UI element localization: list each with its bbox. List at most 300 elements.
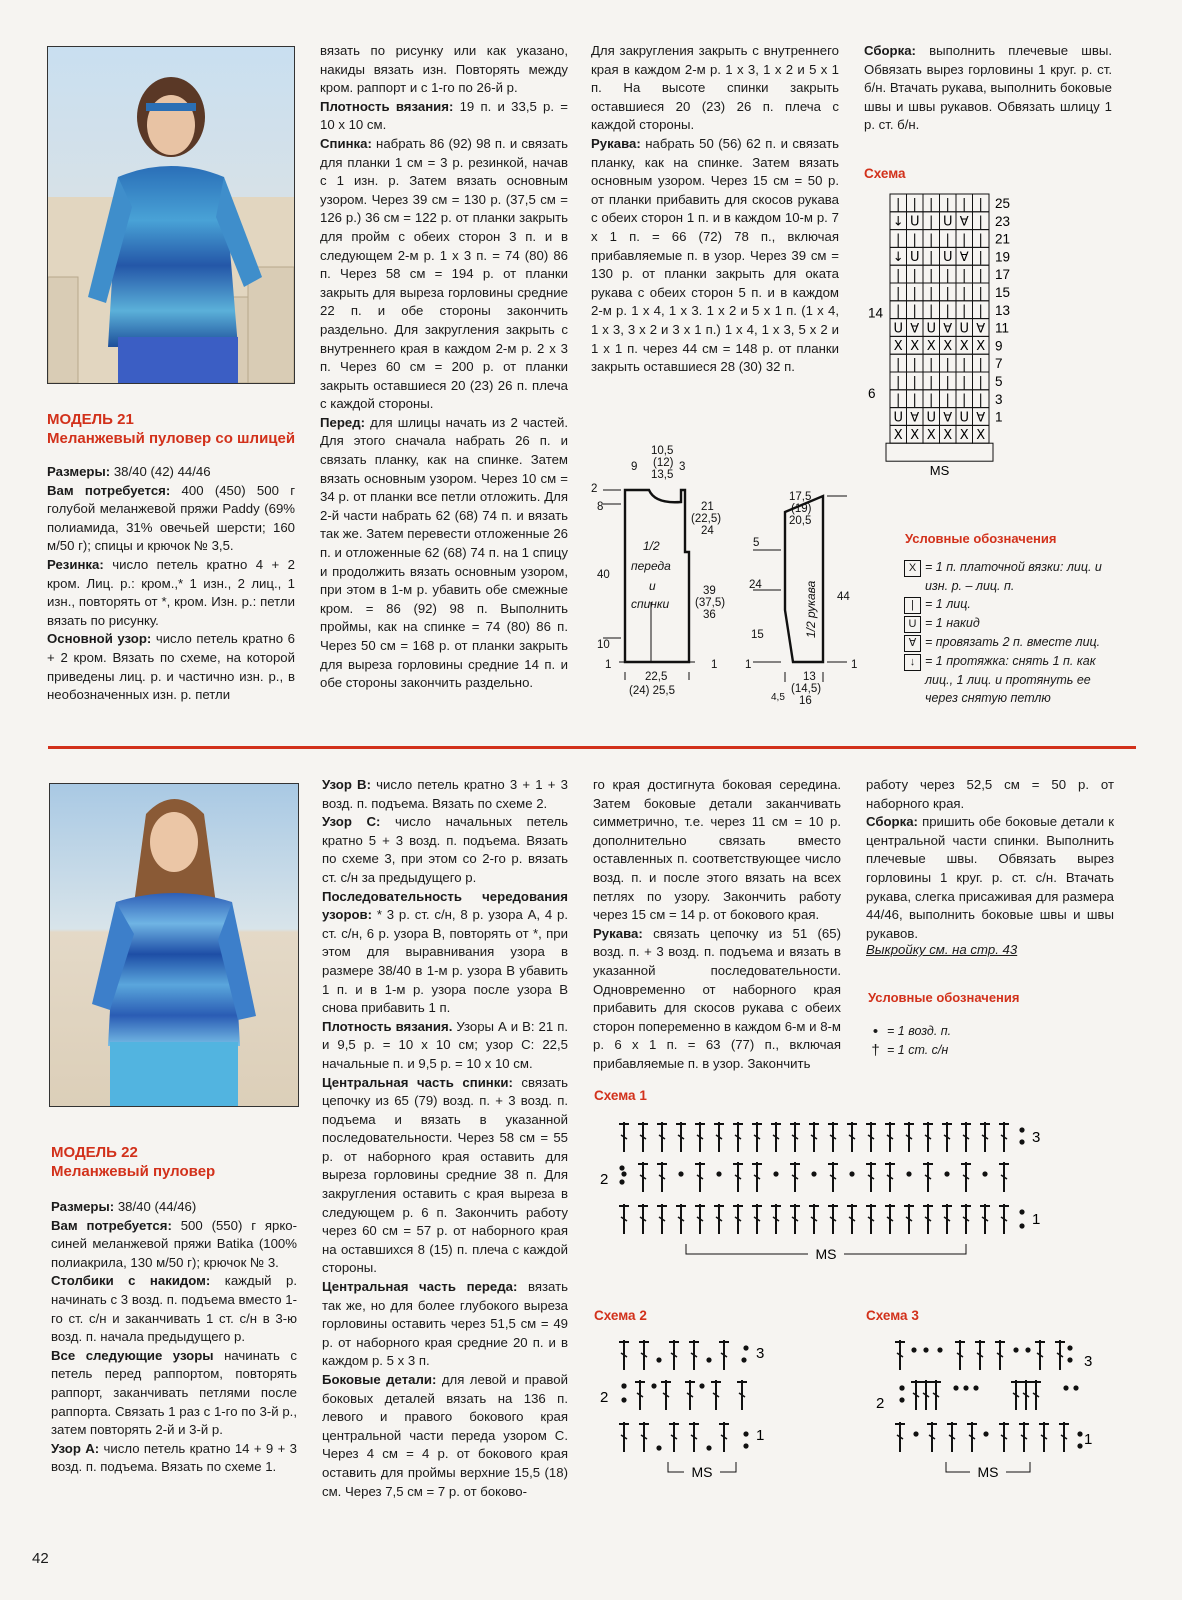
chart-symbol: | — [912, 268, 917, 283]
chart-row-number: 13 — [995, 302, 1011, 318]
paragraph-heading: Центральная часть спинки: — [322, 1074, 513, 1090]
model21-knitting-chart — [860, 188, 1030, 488]
stitch-chain — [911, 1347, 916, 1352]
chart-symbol: | — [896, 268, 901, 283]
stitch-chain — [621, 1171, 626, 1176]
chart-symbol: | — [929, 285, 934, 301]
stitch-chain — [1019, 1223, 1024, 1228]
chart-ms-bracket — [886, 443, 993, 461]
chart-symbol: | — [962, 196, 967, 212]
dim-side-c: 36 — [703, 609, 716, 621]
dim-sl-bot-a: 13 — [803, 671, 816, 683]
chart-symbol: X — [910, 339, 920, 355]
chart-symbol: | — [945, 232, 950, 248]
ms-label: MS — [691, 1464, 713, 1480]
schema2-diagram — [594, 1330, 794, 1490]
model21-name: Меланжевый пуловер со шлицей — [47, 430, 296, 447]
model22-column-1 — [51, 1198, 297, 1477]
paragraph-heading: Последовательность чередования узоров: — [322, 888, 568, 923]
dim-side-b: (37,5) — [695, 597, 726, 609]
stitch-chain — [656, 1357, 661, 1362]
paragraph-text: начинать с петель перед раппортом, повторять раппорт, заканчивать петлями после раппорта. Связать 1 раз с 1-го по 3-й р., затем повторять 2-й и 3-й р. — [51, 1347, 297, 1438]
legend-text: = 1 п. платочной вязки: лиц. и изн. р. – лиц. п. — [925, 560, 1102, 593]
chart-symbol: | — [978, 357, 983, 372]
chart-row-number: 3 — [995, 391, 1003, 407]
paragraph-text: 500 (550) г ярко-синей меланжевой пряжи Batika (100% полиакрила, 130 м/50 г); крючок № 3. — [51, 1217, 298, 1270]
stitch-chain — [619, 1179, 624, 1184]
legend-symbol-icon: U — [904, 616, 921, 633]
stitch-chain — [706, 1357, 711, 1362]
model22-paragraph — [866, 813, 1114, 943]
paragraph-text: вязать по рисунку или как указано, накиды вязать изн. Повторять между кром. раппорт и с 1-го по 26-й р. — [320, 43, 568, 96]
chart-symbol: | — [896, 303, 901, 319]
paragraph-heading: Размеры: — [51, 1199, 115, 1214]
chart-row-number: 15 — [995, 285, 1011, 300]
ms-label: MS — [815, 1246, 837, 1262]
scheme-row-number: 2 — [876, 1395, 885, 1412]
paragraph-heading: Сборка: — [866, 814, 918, 830]
model21-column-2 — [320, 42, 568, 693]
scheme-row-number: 3 — [1032, 1129, 1041, 1146]
scheme-row-number: 2 — [600, 1171, 609, 1188]
chart-symbol: ↓ — [892, 214, 904, 230]
chart-symbol: | — [962, 232, 967, 248]
chart-symbol: ∀ — [976, 321, 986, 337]
scheme-row-number: 1 — [1084, 1431, 1093, 1448]
legend-text: = 1 возд. п. — [887, 1024, 952, 1038]
dim-shoulder-r: 3 — [679, 461, 686, 473]
chart-symbol: | — [945, 357, 950, 372]
chart-symbol: | — [945, 285, 950, 301]
legend-symbol-icon: X — [904, 560, 921, 577]
chart-symbol: X — [926, 339, 936, 355]
stitch-chain — [1019, 1127, 1024, 1132]
legend-text: = 1 лиц. — [925, 597, 971, 612]
dim-neck-drop-b: 8 — [597, 501, 604, 513]
legend-symbol-icon: | — [904, 597, 921, 614]
stitch-chain — [1063, 1385, 1068, 1390]
model21-pattern-schematic — [585, 440, 865, 710]
model22-paragraph — [322, 776, 568, 813]
legend-symbol-icon: ↓ — [904, 654, 921, 671]
chart-symbol: | — [929, 357, 934, 372]
dim-sl-bot-l: 4,5 — [771, 692, 785, 703]
chart-symbol: X — [976, 339, 986, 355]
schema3-diagram — [866, 1330, 1106, 1490]
paragraph-text: для шлицы начать из 2 частей. Для этого сначала набрать 26 п. и связать планку, как на спинке. Затем вязать основным узором. Через 10 см = 34 р. от планки все петли отложить. Для 2-й части набрать 62 (68) 74 п. и вязать так же. Затем перевести отложенные 26 п. и отложенные 62 (68) 74 п. на 1 спицу и продолжить вязать основным узором, при этом в 1-м р. убавить обе смежные кром. = 86 (92) 98 п. Выполнить проймы, как на спинке = 74 (80) 86 п. Через 50 см = 168 р. от планки закрыть для выреза горловины средние 14 п. и обе стороны закончить раздельно. — [320, 414, 568, 691]
paragraph-text: 38/40 (42) 44/46 — [110, 464, 211, 479]
model22-paragraph — [322, 1278, 568, 1371]
stitch-chain — [1013, 1347, 1018, 1352]
chart-symbol: U — [959, 321, 970, 337]
model22-legend-title: Условные обозначения — [868, 990, 1020, 1005]
stitch-chain — [651, 1383, 656, 1388]
paragraph-heading: Основной узор: — [47, 631, 152, 647]
model21-paragraph — [47, 463, 295, 482]
chart-symbol: | — [912, 285, 917, 301]
dim-sl-top-a: 17,5 — [789, 491, 812, 503]
stitch-chain — [621, 1383, 626, 1388]
chart-row-number: 14 — [868, 305, 884, 321]
section-divider — [48, 746, 1136, 749]
stitch-chain — [1077, 1443, 1082, 1448]
paragraph-text: для левой и правой боковых деталей вязать на 136 п. левого и правого бокового края центральной части переда узором С. Через 4 см = 4 р. от бокового края оставить для проймы верхние 15,5 (18) см. Через 7,5 см = 7 р. от боково- — [322, 1372, 568, 1499]
stitch-chain — [716, 1171, 721, 1176]
stitch-chain — [699, 1383, 704, 1388]
chart-symbol: | — [912, 392, 917, 408]
chart-symbol: | — [978, 392, 983, 408]
stitch-chain — [743, 1345, 748, 1350]
chart-symbol: | — [962, 303, 967, 319]
model21-paragraph — [864, 42, 1112, 135]
chart-symbol: ∀ — [943, 321, 953, 337]
dim-neck-top: 10,5 — [651, 445, 674, 457]
model21-schema-title: Схема — [864, 166, 906, 181]
chart-symbol: | — [929, 232, 934, 248]
model22-paragraph — [51, 1347, 297, 1440]
paragraph-text: число петель кратно 14 + 9 + 3 возд. п. подъема. Вязать по схеме 1. — [51, 1440, 297, 1475]
stitch-chain — [1073, 1385, 1078, 1390]
paragraph-heading: Узор А: — [51, 1440, 100, 1456]
paragraph-heading: Узор В: — [322, 777, 371, 792]
dim-width-b: (24) 25,5 — [629, 685, 676, 697]
stitch-chain — [621, 1397, 626, 1402]
dim-shoulder: 9 — [631, 461, 638, 473]
chart-row-number: 19 — [995, 249, 1011, 265]
chart-symbol: | — [945, 374, 950, 390]
chart-symbol: | — [945, 303, 950, 319]
paragraph-text: Для закругления закрыть с внутреннего края в каждом 2-м р. 1 х 3, 1 х 2 и 5 х 1 п. На высоте спинки закрыть оставшиеся 20 (23) 26 п. плеча с каждой стороны. — [591, 43, 839, 133]
paragraph-text: связать цепочку из 65 (79) возд. п. + 3 возд. п. подъема и вязать в указанной последовательности. Через 58 см = 55 р. от наборного края оставить для выреза горловины средние 38 п. Для закругления оставить с края выреза в следующем р. 6 п. Закончить работу через 60 см = 57 р. от наборного края на оставшихся 8 (15) п. плеча с каждой стороны. — [322, 1074, 568, 1276]
legend-item — [868, 1041, 1068, 1060]
chart-symbol: X — [976, 428, 986, 444]
stitch-chain — [973, 1385, 978, 1390]
schema3-title: Схема 3 — [866, 1308, 919, 1323]
paragraph-text: каждый р. начинать с 3 возд. п. подъема вместо 1-го ст. с/н и заканчивать 1 ст. с/н в 3-ю возд. п. начала предыдущего р. — [51, 1273, 297, 1345]
dim-armhole-a: 21 — [701, 501, 714, 513]
paragraph-heading: Перед: — [320, 414, 365, 430]
dim-neck-drop-a: 2 — [591, 483, 598, 495]
chart-symbol: | — [978, 268, 983, 283]
scheme-row-number: 3 — [756, 1345, 765, 1362]
page-number: 42 — [32, 1550, 49, 1567]
model21-legend-title: Условные обозначения — [905, 531, 1057, 546]
chart-symbol: | — [978, 374, 983, 390]
stitch-chain — [899, 1397, 904, 1402]
body-label-2: переда — [631, 559, 671, 573]
stitch-chain — [849, 1171, 854, 1176]
chart-symbol: | — [929, 250, 934, 266]
model22-number: МОДЕЛЬ 22 — [51, 1144, 138, 1161]
scheme-row-number: 1 — [1032, 1211, 1041, 1228]
dim-slit: 10 — [597, 639, 610, 651]
chart-symbol: | — [896, 357, 901, 372]
legend-symbol-icon: • — [872, 1023, 879, 1040]
dim-band-right: 1 — [711, 659, 718, 671]
paragraph-heading: Центральная часть переда: — [322, 1279, 518, 1295]
paragraph-text: число начальных петель кратно 5 + 3 возд. п. подъема. Вязать по схеме 3, при этом со 2-го р. вязать ст. с/н за предыдущего р. — [322, 814, 568, 885]
stitch-chain — [656, 1445, 661, 1450]
chart-row-number: 5 — [995, 374, 1003, 389]
dim-sl-total: 44 — [837, 591, 850, 603]
chart-row-number: 9 — [995, 338, 1003, 354]
paragraph-heading: Все следующие узоры — [51, 1347, 214, 1363]
legend-item — [904, 652, 1114, 708]
model21-column-1 — [47, 463, 295, 705]
stitch-chain — [1025, 1347, 1030, 1352]
chart-symbol: | — [978, 285, 983, 301]
chart-symbol: | — [962, 285, 967, 301]
model21-legend — [904, 558, 1114, 708]
stitch-chain — [811, 1171, 816, 1176]
body-label-1: 1/2 — [643, 539, 660, 553]
model21-paragraph — [47, 482, 295, 556]
paragraph-heading: Резинка: — [47, 556, 104, 572]
scheme-row-number: 1 — [756, 1427, 765, 1444]
model21-paragraph — [320, 98, 568, 135]
model22-title — [51, 1143, 215, 1181]
model22-paragraph — [322, 888, 568, 1018]
paragraph-text: число петель кратно 4 + 2 кром. Лиц. р.: кром.,* 1 изн., 2 лиц., 1 изн., повторять от *, кром. Изн. р.: петли вязать по рисунку. — [47, 556, 295, 628]
chart-row-number: 25 — [995, 196, 1011, 211]
dim-side-a: 39 — [703, 585, 716, 597]
stitch-chain — [743, 1443, 748, 1448]
chart-symbol: | — [896, 285, 901, 301]
paragraph-heading: Размеры: — [47, 464, 111, 479]
chart-symbol: | — [978, 232, 983, 248]
dim-sl-low: 15 — [751, 629, 764, 641]
model22-name: Меланжевый пуловер — [51, 1163, 216, 1180]
dim-armhole-b: (22,5) — [691, 513, 722, 525]
model22-paragraph — [51, 1198, 297, 1217]
dim-sl-band-r: 1 — [851, 659, 858, 671]
paragraph-text: вязать так же, но для более глубокого выреза горловины оставить через 51,5 см = 49 р. от наборного края средние 20 п. и в каждом р. 5 х 3 п. — [322, 1279, 568, 1369]
dim-band-left: 1 — [605, 659, 612, 671]
model22-paragraph — [322, 1018, 568, 1074]
model22-paragraph — [866, 776, 1114, 813]
paragraph-heading: Боковые детали: — [322, 1372, 437, 1387]
paragraph-text: число петель кратно 3 + 1 + 3 возд. п. подъема. Вязать по схеме 2. — [322, 777, 569, 811]
chart-symbol: U — [926, 410, 937, 426]
body-label-4: спинки — [631, 597, 670, 611]
stitch-chain — [678, 1171, 683, 1176]
dim-width-a: 22,5 — [645, 671, 668, 683]
model22-column-3 — [593, 776, 841, 1074]
chart-symbol: X — [959, 428, 969, 444]
model21-paragraph — [47, 630, 295, 704]
chart-row-number: 23 — [995, 213, 1011, 229]
chart-symbol: | — [896, 232, 901, 248]
legend-symbol-icon: ∀ — [904, 635, 921, 652]
paragraph-text: число петель кратно 6 + 2 кром. Вязать по схеме, на которой приведены лиц. р. и частично изн. р., в необозначенных изн. р. петли — [47, 631, 295, 703]
paragraph-text: 38/40 (44/46) — [114, 1199, 197, 1214]
legend-text: = провязать 2 п. вместе лиц. — [925, 635, 1101, 650]
paragraph-text: Узоры А и В: 21 п. и 9,5 р. = 10 х 10 см; узор С: 22,5 начальные п. и 9,5 р. = 10 х 10 см. — [322, 1018, 568, 1071]
legend-text: = 1 протяжка: снять 1 п. как лиц., 1 лиц. и протянуть ее через снятую петлю — [925, 654, 1096, 706]
chart-symbol: ∀ — [959, 250, 969, 266]
stitch-chain — [944, 1171, 949, 1176]
chart-row-number: 7 — [995, 356, 1003, 372]
legend-item — [904, 595, 1114, 614]
chart-symbol: | — [929, 268, 934, 283]
model21-paragraph — [591, 135, 839, 377]
chart-symbol: | — [929, 392, 934, 408]
model21-photo — [47, 46, 295, 384]
chart-symbol: | — [978, 303, 983, 319]
stitch-chain — [1019, 1139, 1024, 1144]
paragraph-heading: Вам потребуется: — [51, 1217, 172, 1233]
model21-paragraph — [47, 556, 295, 630]
model22-paragraph — [322, 813, 568, 887]
paragraph-heading: Столбики с накидом: — [51, 1273, 211, 1289]
chart-symbol: | — [962, 392, 967, 408]
chart-symbol: ∀ — [976, 410, 986, 426]
chart-symbol: U — [926, 321, 937, 337]
chart-row-number: 6 — [868, 385, 876, 401]
stitch-chain — [953, 1385, 958, 1390]
stitch-chain — [1067, 1345, 1072, 1350]
chart-symbol: | — [896, 392, 901, 408]
chart-symbol: U — [893, 321, 904, 337]
legend-item — [868, 1022, 1068, 1041]
stitch-chain — [706, 1445, 711, 1450]
model21-title — [47, 410, 295, 448]
dim-sl-top-c: 20,5 — [789, 515, 812, 527]
chart-row-number: 11 — [995, 320, 1010, 336]
paragraph-text: набрать 50 (56) 62 п. и связать планку, как на спинке. Затем вязать основным узором. Через 15 см = 50 р. от планки прибавить для скосов рукава с обеих сторон 1 п. и в каждом 10-м р. 7 х 1 п. = 66 (72) 78 п., включая прибавляемые п. в узор. Через 39 см = 130 р. от планки закрыть для оката рукава с обеих сторон 5 п. и в каждом 2-м р. 1 х 4, 1 х 3. 1 х 2 и 5 х 1 п. (1 х 4, 1 х 3, 3 х 2 и 3 х 1 п.) 1 х 4, 1 х 3, 5 х 2 и 1 х 1 п. через 44 см = 148 р. от планки закрыть оставшиеся 28 (30) 32 п. — [591, 135, 839, 375]
body-label-3: и — [649, 579, 656, 593]
dim-sl-band: 1 — [745, 659, 752, 671]
model22-column-2 — [322, 776, 568, 1501]
legend-symbol-icon: † — [871, 1041, 880, 1059]
legend-item — [904, 558, 1114, 595]
paragraph-heading: Сборка: — [864, 43, 916, 58]
model21-column-3 — [591, 42, 839, 377]
chart-symbol: U — [909, 214, 920, 230]
dim-sl-mid: 24 — [749, 579, 762, 591]
body-outline — [625, 490, 689, 662]
chart-symbol: ∀ — [910, 410, 920, 426]
chart-ms-label: MS — [929, 463, 950, 479]
paragraph-text: работу через 52,5 см = 50 р. от наборного края. — [866, 777, 1114, 811]
chart-symbol: ∀ — [943, 410, 953, 426]
model22-paragraph — [593, 925, 841, 1074]
chart-symbol: ↓ — [892, 250, 904, 266]
chart-symbol: | — [978, 196, 983, 212]
model21-paragraph — [320, 42, 568, 98]
stitch-chain — [906, 1171, 911, 1176]
model21-paragraph — [320, 414, 568, 693]
chart-symbol: X — [943, 339, 953, 355]
chart-symbol: X — [926, 428, 936, 444]
model22-photo — [49, 783, 299, 1107]
dim-sl-cap: 5 — [753, 537, 760, 549]
stitch-chain — [1067, 1357, 1072, 1362]
chart-symbol: | — [896, 374, 901, 390]
dim-neck-bot: 13,5 — [651, 469, 674, 481]
chart-symbol: X — [893, 428, 903, 444]
chart-symbol: X — [959, 339, 969, 355]
paragraph-heading: Плотность вязания: — [320, 98, 454, 114]
model22-paragraph — [51, 1217, 297, 1273]
dim-neck-mid: (12) — [653, 457, 674, 469]
paragraph-heading: Плотность вязания. — [322, 1018, 453, 1034]
paragraph-text: пришить обе боковые детали к центральной части спинки. Выполнить плечевые швы. Обвязать вырез горловины 1 круг. р. ст. с/н. Втачать рукава, слегка присаживая для размера 44/46, выполнить боковые швы и швы рукавов. — [866, 814, 1114, 941]
chart-symbol: | — [945, 392, 950, 408]
model21-paragraph — [320, 135, 568, 414]
chart-symbol: | — [978, 250, 983, 266]
model21-paragraph — [591, 42, 839, 135]
stitch-chain — [913, 1431, 918, 1436]
model21-photo-illustration — [48, 47, 294, 383]
paragraph-text: набрать 86 (92) 98 п. и связать для планки 1 см = 3 р. резинкой, начав с 1 изн. р. Затем вязать основным узором. Через 39 см = 130 р. (37,5 см = 126 р.) 36 см = 122 р. от планки закрыть для пройм с обеих сторон 3 п. и в следующем 2-м р. 1 х 3 п. = 74 (80) 86 п. Через 58 см = 194 р. от планки закрыть для выреза горловины средние 22 п. и обе стороны закончить раздельно. Для закругления закрыть с внутреннего края в каждом 2-м р. 2 х 3 п. Через 60 см = 200 р. от планки закрыть оставшиеся 20 (23) 26 п. плеча с каждой стороны. — [320, 135, 568, 412]
chart-symbol: X — [893, 339, 903, 355]
model22-photo-illustration — [50, 784, 298, 1106]
chart-symbol: | — [912, 196, 917, 212]
stitch-chain — [937, 1347, 942, 1352]
chart-symbol: X — [943, 428, 953, 444]
stitch-chain — [773, 1171, 778, 1176]
schema2-title: Схема 2 — [594, 1308, 647, 1323]
model22-paragraph — [51, 1272, 297, 1346]
stitch-chain — [923, 1347, 928, 1352]
chart-symbol: | — [929, 196, 934, 212]
stitch-chain — [1077, 1431, 1082, 1436]
chart-symbol: | — [945, 196, 950, 212]
stitch-chain — [983, 1431, 988, 1436]
legend-text: = 1 накид — [925, 616, 980, 631]
chart-symbol: | — [962, 357, 967, 372]
dim-sl-bot-b: (14,5) — [791, 683, 822, 695]
chart-symbol: | — [912, 357, 917, 372]
chart-symbol: X — [910, 428, 920, 444]
scheme-row-number: 2 — [600, 1389, 609, 1406]
chart-symbol: U — [959, 410, 970, 426]
chart-symbol: | — [896, 196, 901, 212]
paragraph-heading: Рукава: — [593, 925, 643, 941]
model22-paragraph — [51, 1440, 297, 1477]
chart-row-number: 1 — [995, 409, 1003, 425]
paragraph-text: 400 (450) 500 г голубой меланжевой пряжи Paddy (69% полиамида, 31% овечьей шерсти; 160 м/50 г); спицы и крючок № 3,5. — [47, 482, 295, 554]
chart-symbol: U — [942, 250, 953, 266]
ms-label: MS — [977, 1464, 999, 1480]
legend-text: = 1 ст. с/н — [887, 1042, 949, 1057]
dim-sl-bot-c: 16 — [799, 695, 812, 707]
paragraph-heading: Узор С: — [322, 814, 381, 830]
paragraph-heading: Вам потребуется: — [47, 482, 171, 498]
stitch-chain — [741, 1357, 746, 1362]
chart-symbol: | — [962, 268, 967, 283]
model22-paragraph — [322, 1074, 568, 1279]
pattern-page-link[interactable]: Выкройку см. на стр. 43 — [866, 942, 1018, 957]
chart-symbol: | — [962, 374, 967, 390]
chart-symbol: | — [945, 268, 950, 283]
legend-item — [904, 614, 1114, 633]
chart-row-number: 17 — [995, 267, 1011, 283]
model22-paragraph — [322, 1371, 568, 1501]
paragraph-text: 19 п. и 33,5 р. = 10 х 10 см. — [320, 98, 568, 133]
stitch-chain — [899, 1385, 904, 1390]
schema1-diagram — [594, 1112, 1064, 1272]
chart-symbol: | — [929, 303, 934, 319]
stitch-chain — [1019, 1209, 1024, 1214]
chart-symbol: ∀ — [910, 321, 920, 337]
legend-item — [904, 633, 1114, 652]
stitch-chain — [619, 1165, 624, 1170]
scheme-row-number: 3 — [1084, 1353, 1093, 1370]
model21-number: МОДЕЛЬ 21 — [47, 411, 134, 428]
paragraph-text: связать цепочку из 51 (65) возд. п. + 3 возд. п. подъема и вязать в указанной последовательности. Одновременно от наборного края прибавить для скосов рукава с обеих сторон попеременно в каждом 6-м и 8-м р. 6 х 1 п. = 63 (77) п., включая прибавляемые п. в узор. Закончить — [593, 925, 841, 1071]
